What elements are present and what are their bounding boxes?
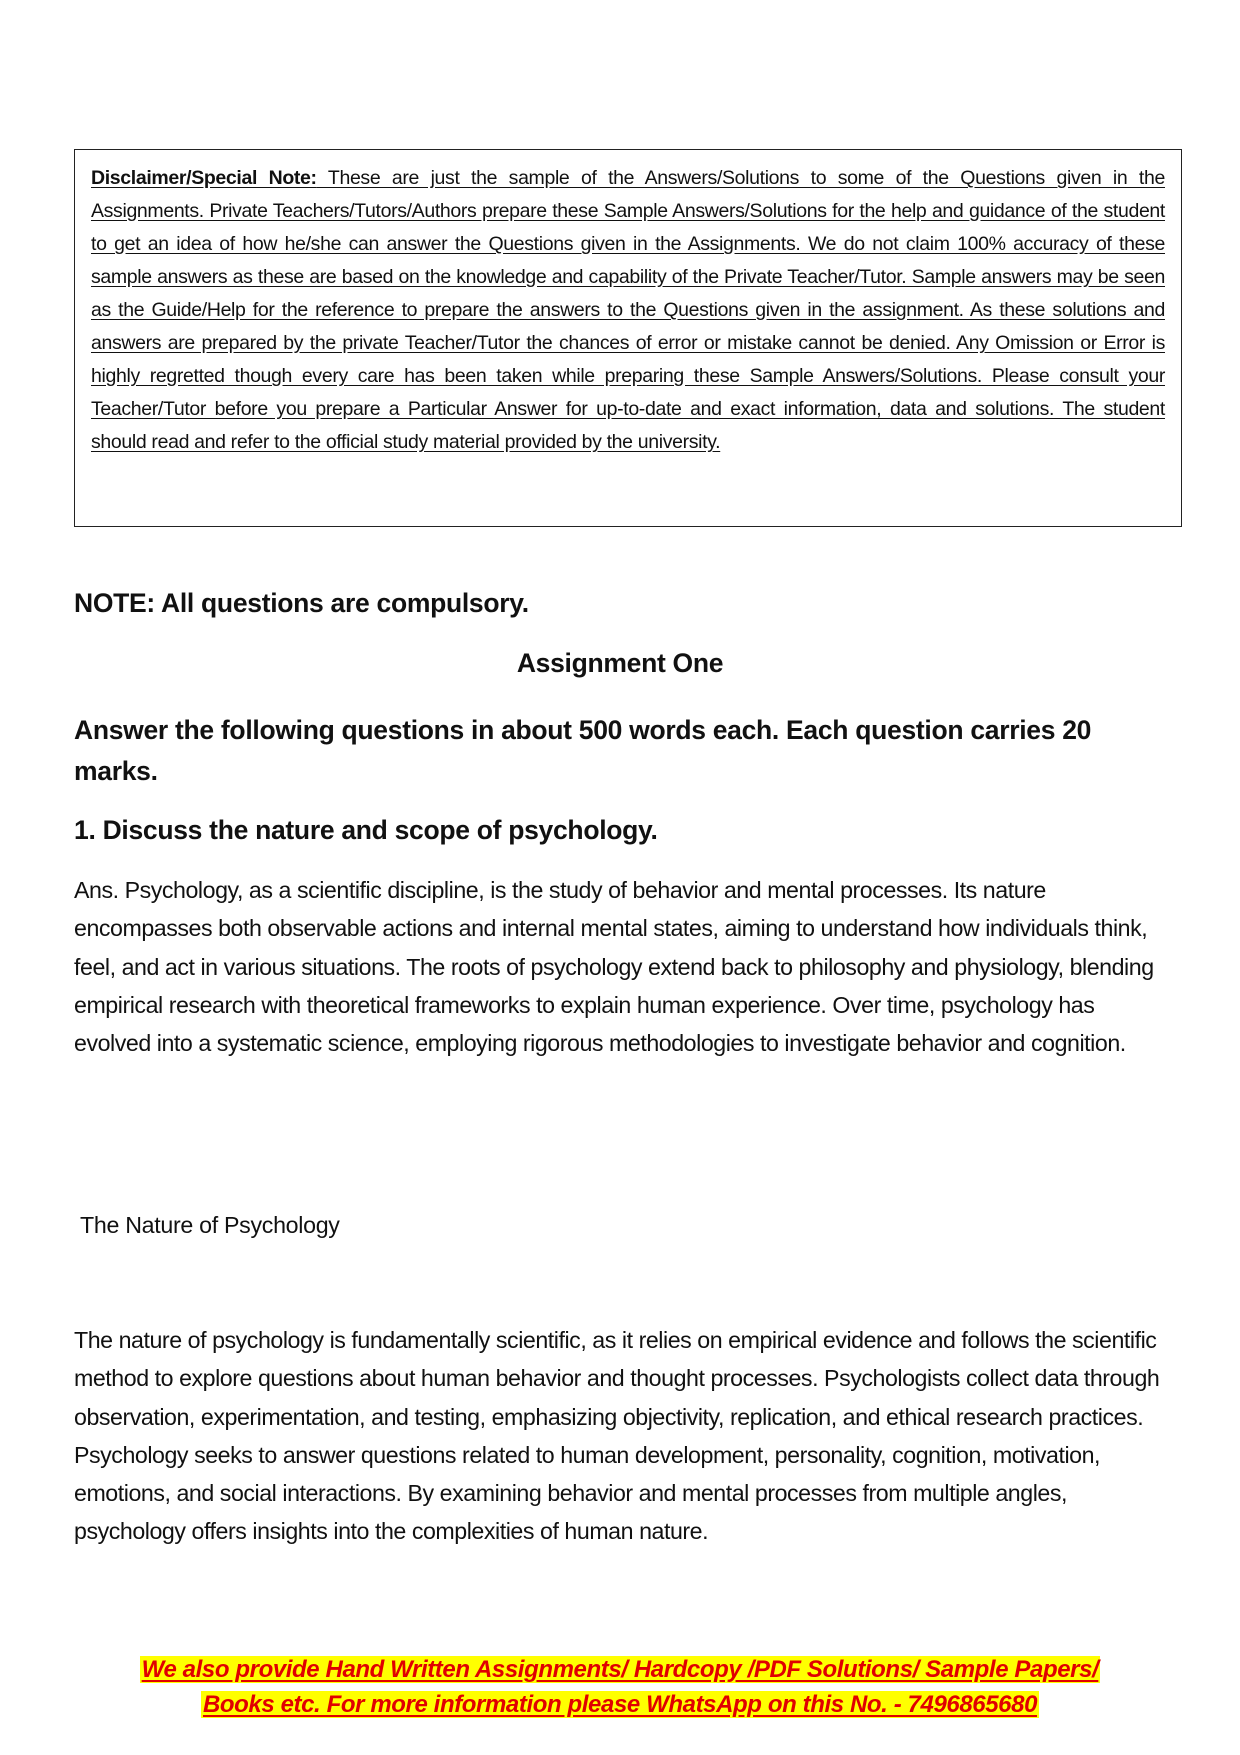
answer-intro-paragraph: Ans. Psychology, as a scientific discipline, is the study of behavior and mental processes. Its nature encompasses both observable actions and internal mental states, aiming to understand how individuals think, feel, and act in various situations. The roots of psychology extend back to philosophy and physiology, blending empirical research with theoretical frameworks to explain human experience. Over time, psychology has evolved into a systematic science, employing rigorous methodologies to investigate behavior and cognition. — [74, 877, 1154, 1057]
promo-footer — [0, 1652, 1240, 1722]
promo-line-1: We also provide Hand Written Assignments/ Hardcopy /PDF Solutions/ Sample Papers/ — [141, 1656, 1099, 1683]
disclaimer-text — [91, 162, 1165, 459]
compulsory-note: NOTE: All questions are compulsory. — [74, 588, 529, 618]
instructions: Answer the following questions in about 500 words each. Each question carries 20 marks. — [74, 715, 1092, 786]
section-paragraph: The nature of psychology is fundamentally scientific, as it relies on empirical evidence and follows the scientific method to explore questions about human behavior and thought processes. Psychologists collect data through observation, experimentation, and testing, emphasizing objectivity, replication, and ethical research practices. Psychology seeks to answer questions related to human development, personality, cognition, motivation, emotions, and social interactions. By examining behavior and mental processes from multiple angles, psychology offers insights into the complexities of human nature. — [74, 1327, 1160, 1545]
section-heading: The Nature of Psychology — [80, 1212, 340, 1238]
disclaimer-box — [74, 149, 1182, 527]
disclaimer-body: These are just the sample of the Answers/Solutions to some of the Questions given in the Assignments. Private Teachers/Tutors/Authors prepare these Sample Answers/Solutions for the help and guidance of the student to get an idea of how he/she can answer the Questions given in the Assignments. We do not claim 100% accuracy of these sample answers as these are based on the knowledge and capability of the Private Teacher/Tutor. Sample answers may be seen as the Guide/Help for the reference to prepare the answers to the Questions given in the assignment. As these solutions and answers are prepared by the private Teacher/Tutor the chances of error or mistake cannot be denied. Any Omission or Error is highly regretted though every care has been taken while preparing these Sample Answers/Solutions. Please consult your Teacher/Tutor before you prepare a Particular Answer for up-to-date and exact information, data and solutions. The student should read and refer to the official study material provided by the university. — [91, 167, 1165, 453]
assignment-title: Assignment One — [516, 648, 724, 678]
question-1: 1. Discuss the nature and scope of psychology. — [74, 815, 658, 845]
disclaimer-label: Disclaimer/Special Note: — [91, 167, 317, 189]
promo-line-2: Books etc. For more information please WhatsApp on this No. - 7496865680 — [202, 1691, 1038, 1718]
